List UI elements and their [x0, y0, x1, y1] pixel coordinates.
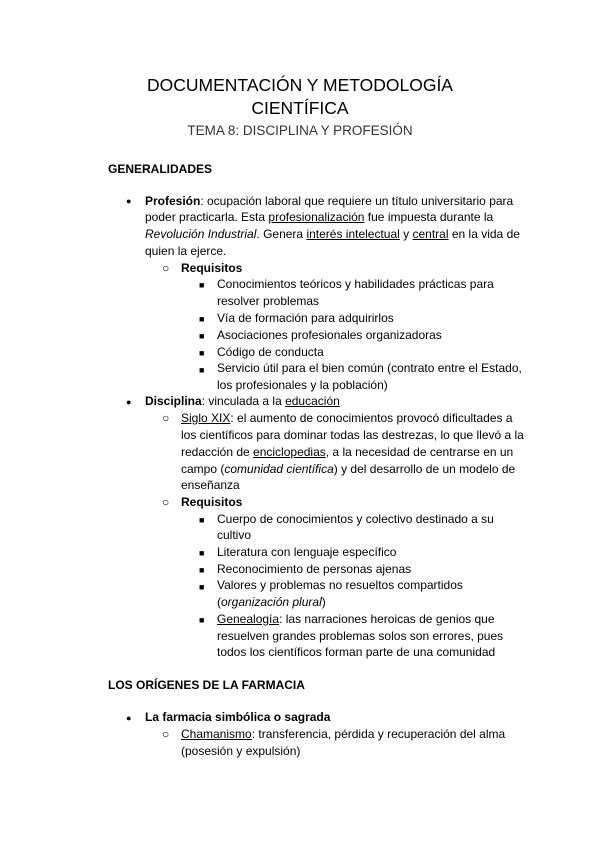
profesion-label: Profesión [145, 194, 201, 208]
disciplina-req-5d: todos los científicos forman parte de una comunidad [217, 645, 496, 659]
disc-bullet-icon: ● [126, 196, 132, 206]
profesion-req-1a: Conocimientos teóricos y habilidades prácticas para [217, 277, 494, 291]
disciplina-text: : vinculada a la [201, 394, 286, 408]
section-heading-generalidades: GENERALIDADES [108, 162, 213, 176]
profesion-req-5a: Servicio útil para el bien común (contrato entre el Estado, [217, 361, 522, 375]
page-subtitle: TEMA 8: DISCIPLINA Y PROFESIÓN [187, 123, 413, 138]
disciplina-line-1 [145, 393, 340, 410]
disciplina-req-1b: cultivo [217, 528, 252, 542]
farmacia-simbolica-item: La farmacia simbólica o sagrada [145, 710, 331, 724]
profesion-req-2: Vía de formación para adquirirlos [217, 311, 394, 325]
chamanismo-line-1 [181, 726, 505, 743]
square-bullet-icon: ■ [199, 582, 205, 592]
profesion-line-4: quien la ejerce. [145, 244, 227, 258]
profesion-text: y [399, 227, 413, 241]
page-title-line-1: DOCUMENTACIÓN Y METODOLOGÍA [147, 75, 453, 95]
profesion-line-3 [145, 226, 520, 243]
square-bullet-icon: ■ [199, 280, 205, 290]
comunidad-term: comunidad científica [224, 462, 334, 476]
siglo-line-1 [181, 410, 513, 427]
disciplina-requisitos-label: Requisitos [181, 495, 243, 509]
siglo-line-3 [181, 444, 513, 461]
profesion-line-1 [145, 193, 513, 210]
paren: ) [321, 595, 326, 609]
disciplina-req-4b [217, 594, 326, 611]
disciplina-label: Disciplina [145, 394, 202, 408]
circle-bullet-icon: ○ [162, 411, 170, 425]
siglo-line-2: los científicos para dominar todas las destrezas, lo que llevó a la [181, 428, 524, 442]
disc-bullet-icon: ● [126, 713, 132, 723]
profesionalizacion-term: profesionalización [268, 210, 365, 224]
genealogia-text: : las narraciones heroicas de genios que [279, 612, 495, 626]
profesion-req-4: Código de conducta [217, 345, 324, 359]
profesion-text: en la vida de [448, 227, 520, 241]
central-term: central [412, 227, 449, 241]
disciplina-req-2: Literatura con lenguaje específico [217, 545, 397, 559]
disciplina-req-5a [217, 611, 495, 628]
interes-term: interés intelectual [306, 227, 400, 241]
organizacion-term: organización plural [221, 595, 322, 609]
chamanismo-term: Chamanismo [181, 727, 252, 741]
square-bullet-icon: ■ [199, 565, 205, 575]
disciplina-req-1a: Cuerpo de conocimientos y colectivo destinado a su [217, 512, 494, 526]
page-title-line-2: CIENTÍFICA [251, 98, 349, 118]
genealogia-term: Genealogía [217, 612, 280, 626]
siglo-text: : el aumento de conocimientos provocó dificultades a [230, 411, 513, 425]
siglo-text: campo ( [181, 462, 225, 476]
chamanismo-line-2: (posesión y expulsión) [181, 744, 301, 758]
siglo-text: ) y del desarrollo de un modelo de [333, 462, 516, 476]
section-heading-origenes: LOS ORÍGENES DE LA FARMACIA [108, 678, 305, 692]
siglo-line-4 [181, 461, 515, 478]
profesion-req-3: Asociaciones profesionales organizadoras [217, 328, 442, 342]
profesion-req-1b: resolver problemas [217, 294, 320, 308]
siglo-text: redacción de [181, 445, 254, 459]
disc-bullet-icon: ● [126, 397, 132, 407]
circle-bullet-icon: ○ [162, 261, 170, 275]
profesion-text: fue impuesta durante la [364, 210, 494, 224]
circle-bullet-icon: ○ [162, 495, 170, 509]
square-bullet-icon: ■ [199, 348, 205, 358]
profesion-text: : ocupación laboral que requiere un título universitario para [200, 194, 514, 208]
chamanismo-text: : transferencia, pérdida y recuperación del alma [251, 727, 506, 741]
profesion-line-2 [145, 209, 493, 226]
profesion-text: poder practicarla. Esta [145, 210, 269, 224]
profesion-req-5b: los profesionales y la población) [217, 378, 388, 392]
circle-bullet-icon: ○ [162, 727, 170, 741]
disciplina-req-3: Reconocimiento de personas ajenas [217, 562, 412, 576]
square-bullet-icon: ■ [199, 314, 205, 324]
square-bullet-icon: ■ [199, 615, 205, 625]
square-bullet-icon: ■ [199, 331, 205, 341]
square-bullet-icon: ■ [199, 548, 205, 558]
siglo-line-5: enseñanza [181, 478, 240, 492]
profesion-text: . Genera [256, 227, 307, 241]
paren: ( [217, 595, 221, 609]
educacion-term: educación [285, 394, 340, 408]
square-bullet-icon: ■ [199, 515, 205, 525]
profesion-requisitos-label: Requisitos [181, 261, 243, 275]
revolucion-term: Revolución Industrial [145, 227, 257, 241]
enciclopedias-term: enciclopedias [253, 445, 326, 459]
siglo-text: , a la necesidad de centrarse en un [325, 445, 514, 459]
disciplina-req-4: Valores y problemas no resueltos compartidos [217, 578, 463, 592]
square-bullet-icon: ■ [199, 365, 205, 375]
disciplina-req-5c: resuelven grandes problemas solos son errores, pues [217, 629, 504, 643]
siglo-term: Siglo XIX [181, 411, 231, 425]
